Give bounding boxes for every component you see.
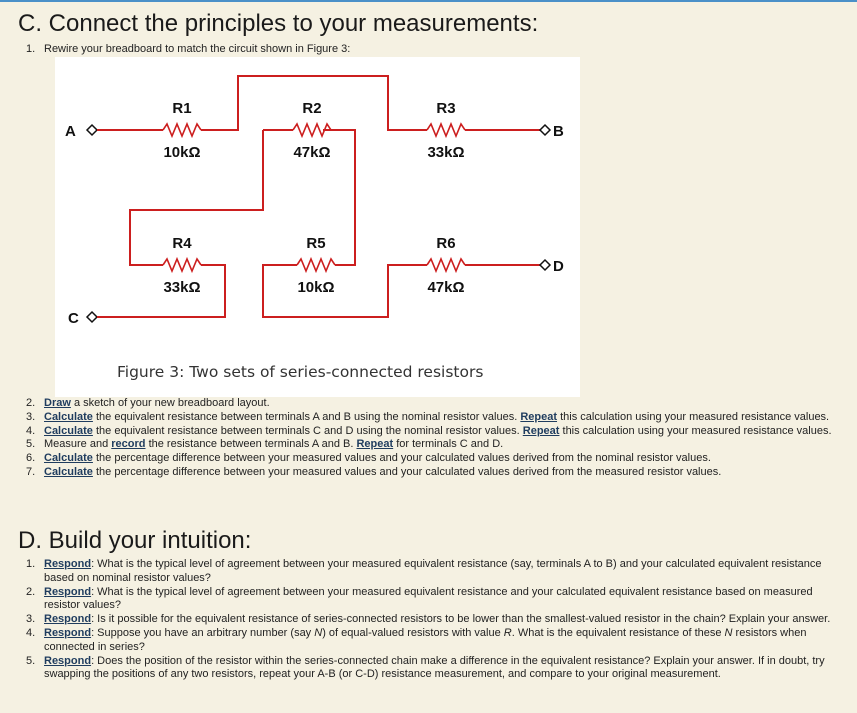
list-item [24,655,846,683]
r3-name-label: R3 [436,100,456,117]
list-item [24,425,846,439]
list-item-number: 3. [26,613,36,626]
list-item-text: : What is the typical level of agreement between your measured equivalent resistance and your calculated equivalent resistance based on measured resistor values? [44,585,813,612]
list-item-number: 1. [26,43,36,55]
terminal-c-label: C [68,310,79,327]
list-item-number: 2. [26,585,36,598]
r2-name-label: R2 [302,100,322,117]
wire-r2-r5 [323,130,355,210]
figure-caption: Figure 3: Two sets of series-connected resistors [117,363,484,381]
terminal-d [540,258,564,275]
terminal-b-label: B [553,123,564,140]
r3-value-label: 33kΩ [427,144,465,161]
action-verb: Repeat [520,410,558,423]
list-item-text: the resistance between terminals A and B. [145,438,357,451]
r6-name-label: R6 [436,235,456,252]
action-verb: Respond [44,585,92,598]
list-item [24,613,846,627]
resistor-r2 [263,124,345,136]
list-item [24,558,846,586]
section-c-list-top [24,43,846,57]
resistor-r5 [293,259,345,271]
wire-r5-r6 [263,265,413,317]
list-item-text: N [314,626,323,639]
r4-value-label: 33kΩ [163,279,201,296]
list-item-text: : Suppose you have an arbitrary number (say [91,626,315,639]
list-item-text: this calculation using your measured resistance values. [559,424,832,437]
list-item-number: 4. [26,626,36,639]
list-item-number: 1. [26,558,36,570]
section-d-list [24,558,846,682]
list-item [24,43,846,57]
list-item-text: the equivalent resistance between terminals A and B using the nominal resistor values. [92,410,521,423]
list-item [24,452,846,466]
terminal-c [68,310,103,327]
list-item-number: 6. [26,452,36,465]
list-item-text: : Is it possible for the equivalent resistance of series-connected resistors to be lower than the smallest-valued resistor in the chain? Explain your answer. [91,613,831,626]
list-item-number: 2. [26,397,36,409]
list-item-text: N [724,626,733,639]
section-c-list-bottom [24,397,846,480]
r5-name-label: R5 [306,235,326,252]
list-item-text: resistors when connected in series? [44,626,807,653]
list-item-text: this calculation using your measured resistance values. [557,410,830,423]
list-item [24,438,846,452]
list-item [24,627,846,655]
resistor-r4 [153,259,213,271]
list-item [24,411,846,425]
list-item [24,466,846,480]
list-item-text: R [503,626,512,639]
resistor-r6 [413,259,473,271]
resistor-r3 [413,124,473,136]
action-verb: Respond [44,558,92,570]
action-verb: record [111,438,146,451]
action-verb: Repeat [522,424,560,437]
action-verb: Respond [44,654,92,667]
list-item-text: Measure and [44,438,112,451]
action-verb: Draw [44,397,71,409]
list-item-text: Rewire your breadboard to match the circuit shown in Figure 3: [44,43,351,55]
list-item-text: . What is the equivalent resistance of these [511,626,725,639]
action-verb: Repeat [356,438,394,451]
list-item-text: the percentage difference between your measured values and your calculated values derived from the measured resistor values. [92,465,722,478]
list-item-text: for terminals C and D. [393,438,504,451]
list-item-text: the equivalent resistance between terminals C and D using the nominal resistor values. [92,424,523,437]
action-verb: Respond [44,626,92,639]
action-verb: Respond [44,613,92,626]
r6-value-label: 47kΩ [427,279,465,296]
resistor-r1 [153,124,213,136]
list-item-number: 4. [26,424,36,437]
action-verb: Calculate [44,465,93,478]
action-verb: Calculate [44,452,93,465]
list-item [24,397,846,411]
list-item [24,586,846,614]
r1-name-label: R1 [172,100,192,117]
terminal-d-label: D [553,258,564,275]
terminal-b [540,123,564,140]
list-item-text: : Does the position of the resistor within the series-connected chain make a difference in the equivalent resistance? Explain your answer. If in doubt, try swapping the positions of any two resistors, repeat your A-B (or C-D) resistance measurement, and compare to your original measurement. [44,654,825,681]
r2-value-label: 47kΩ [293,144,331,161]
r4-name-label: R4 [172,235,192,252]
action-verb: Calculate [44,410,93,423]
list-item-number: 3. [26,410,36,423]
list-item-text: a sketch of your new breadboard layout. [70,397,270,409]
list-item-text: the percentage difference between your measured values and your calculated values derived from the nominal resistor values. [92,452,711,465]
list-item-text: : What is the typical level of agreement between your measured equivalent resistance (say, terminals A to B) and your calculated equivalent resistance based on nominal resistor values? [44,558,822,584]
list-item-number: 5. [26,654,36,667]
r5-value-label: 10kΩ [297,279,335,296]
section-d-title: D. Build your intuition: [18,527,252,554]
figure-3-circuit [55,57,580,397]
r1-value-label: 10kΩ [163,144,201,161]
circuit-diagram [55,57,580,397]
terminal-a-label: A [65,123,76,140]
list-item-number: 5. [26,438,36,451]
action-verb: Calculate [44,424,93,437]
list-item-text: ) of equal-valued resistors with value [322,626,504,639]
section-c-title: C. Connect the principles to your measurements: [18,10,539,37]
terminal-a [65,123,103,140]
list-item-number: 7. [26,465,36,478]
wire-r5-right [345,130,355,265]
